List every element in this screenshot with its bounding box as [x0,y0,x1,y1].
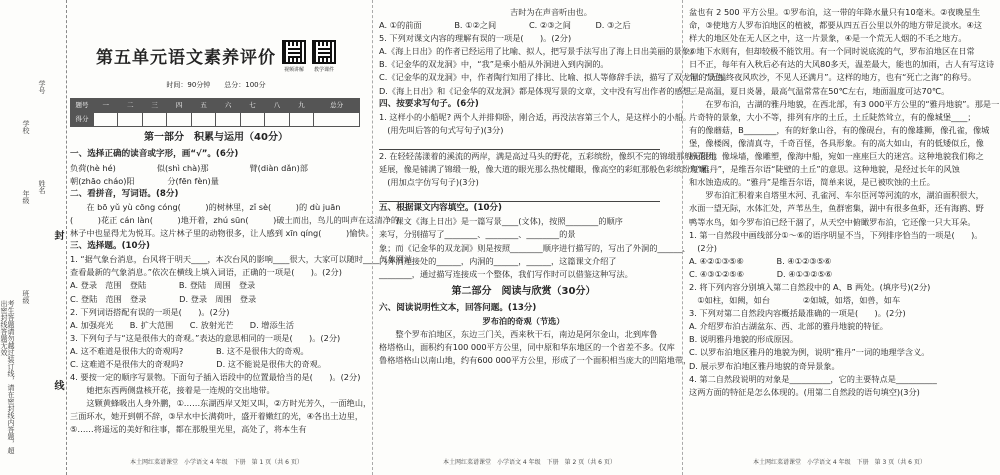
score-header-cell: 总分 [314,99,360,113]
exam-meta: 时间：90分钟 总分：100分 [166,81,266,90]
text-line: 1. 这样小的小船呢? 两个人并排仰卧，刚合适，再没法容第三个人，是这样小的小船。 [379,111,692,122]
score-row-label: 得分 [71,113,94,127]
text-line: 罗布泊汇积着来自塔里木河、孔雀河、车尔臣河等河流的水，湖泊面积很大， [689,190,984,201]
id-label: 学号 [38,80,46,94]
text-line: C.《记金华的双龙洞》中，作者陶行知用了排比、比喻、拟人等修辞手法，描写了双龙洞的景色。 [379,72,732,83]
text-line: 鲁格塔格山以南山地，约有600 000平方公里，形成了一个面积相当庞大的凹陷地带， [379,355,692,366]
text-line: 吉时为在声音听由也。 [379,7,592,17]
score-cell[interactable] [216,113,240,127]
text-line: C. ④③①②⑤⑥ D. ④①③②⑤⑥ [689,268,833,279]
text-line: 查看最新的气象消息。”依次在横线上填入词语，正确的一项是( )。(2分) [70,267,342,278]
qr-code-icon [282,40,306,64]
text-line: 堡，像楼阁，像清真寺，千奇百怪，各具形象。有的高大如山，有的低矮似丘，像 [689,137,984,148]
text-line: D. 展示罗布泊地区雅丹地貌的奇异景象。 [689,360,840,371]
section-heading: 三、选择题。(10分) [70,241,150,252]
text-line: A. 介绍罗布泊古湖盆东、西、北部的雅丹地貌的特征。 [689,321,888,332]
text-line: 她把东西两侧盘核开花，接着是一连规的交出地带。 [70,385,275,396]
text-line: A. 加强亮光 B. 扩大范围 C. 放射光芒 D. 增添生活 [70,319,295,330]
text-line: 2. 将下列内容分别填入第二自然段中的 A、B 两处。(填序号)(2分) [689,281,931,292]
score-cell[interactable] [94,113,118,127]
text-line: (2分) [689,242,717,253]
answer-line[interactable] [379,189,660,202]
binding-margin [0,0,67,475]
text-line: A.《海上日出》的作者已经运用了比喻、拟人，把写景手法写出了海上日出美丽的景象。 [379,46,699,57]
text-line: ⑥地下水则有，但却较极不能饮用。有一个同时说底流的气，罗布泊地区在日常 [689,46,975,57]
text-line: 2. 下列词语搭配有误的一项是( )。(2分) [70,306,230,317]
score-cell[interactable] [240,113,264,127]
qr-courseware-label: 教学课件 [313,67,334,73]
page-1 [70,0,413,475]
score-cell[interactable] [314,113,360,127]
text-line: 内外洞连接处的______，内洞的______，______，这篇课文介绍了 [379,255,617,266]
text-line: C. 登陆 范围 登录 D. 登录 周围 登录 [70,293,257,304]
page-footer: 本土网红菜谱课堂 小学语文 4 年级 下册 第 3 页（共 6 页） [753,458,926,466]
text-line: 3. 下列句子与“这是很伟大的奇观。”表达的意思相同的一项是( )。(2分) [70,332,341,343]
score-cell[interactable] [118,113,142,127]
text-line: 整个罗布泊地区，东边三门关，西来秋干石，南边是阿尔金山，北到库鲁 [379,329,658,340]
section-heading: 二、看拼音，写词语。(8分) [70,188,179,199]
score-cell[interactable] [142,113,166,127]
exam-title: 第五单元语文素养评价 [96,48,276,68]
binding-notice: 考生答题请勿越过装订线，请在密封线内答题，超出密封线答题无效 [0,300,15,454]
line-mark: 线 [52,380,63,390]
score-header-cell: 七 [240,99,264,113]
text-line: 课文《海上日出》是一篇写景____(文体)，按照________的顺序 [379,216,623,227]
text-line: 样大的地区处在无人区之中，这一片景象，④是一个荒无人烟的不毛之地方。 [689,33,967,44]
text-line: A. ④②①③⑤⑥ B. ④①②③⑤⑥ [689,255,832,266]
qr-video[interactable] [282,40,306,77]
score-cell[interactable] [265,113,289,127]
text-line: 这两方面的特征是怎么体现的。(用第二自然段的语句填空)(3分) [689,386,920,397]
text-line: 负荷(hè hé) 似(shì chà)那 臂(diàn dǎn)部 [70,162,308,173]
page-footer: 本土网红菜谱课堂 小学语文 4 年级 下册 第 1 页（共 6 页） [130,458,303,466]
text-line: 罗布泊的奇观（节选） [482,315,565,326]
qr-video-label: 视频讲解 [283,67,304,73]
text-line: A. 登录 范围 登陆 B. 登陆 周围 登录 [70,280,256,291]
text-line: 盆也有 2 500 平方公里。①罗布泊，这一带的年降水量只有10毫米。②夜晚星生 [689,7,981,17]
text-line: 和水蚀造成的。“雅丹”是维吾尔语，简单来说，是已被吹蚀的土丘。 [689,177,935,188]
text-line: 这颗黄蜂吸出人身外鹏，①……东湖西岸又矩又叫，②方时光芳久，一面绝山， [70,398,372,409]
text-line: ①如柱，如阙，如台 ②如城，如塔，如兽，如车 [689,295,901,306]
text-line: D.《海上日出》和《记金华的双龙洞》都是体现写景的文章，文中没有写出作者的感想。 [379,85,700,96]
score-header-cell: 五 [191,99,215,113]
score-table [70,98,360,127]
section-heading: 五、根据课文内容填空。(10分) [379,203,502,214]
score-header-cell: 六 [216,99,240,113]
text-line: ________，通过描写连接成一个整体，我们写作时可以借鉴这种写法。 [379,268,633,279]
text-line: 水面一望无际，水体汇处，芦苇丛生，鱼群密集，湖中有很多鱼虾，还有海鸥、野 [689,203,984,214]
section-heading: 六、阅读说明性文本，回答问题。(13分) [379,302,537,313]
text-line: 格塔格山，面积约有100 000平方公里，同中原和华东地区的一个省差不多。仅库 [379,342,675,353]
text-line: 命，③使地方人罗布泊地区的植被，都要从四五百公里以外的地方带足淡水。④这 [689,20,983,31]
score-cell[interactable] [191,113,215,127]
title-row [70,40,362,77]
section-heading: 一、选择正确的读音或字形，画“√”。(6分) [70,149,239,160]
text-line: A. ①的前面 B. ①②之间 C. ②③之间 D. ③之后 [379,20,631,31]
text-line: 1. 第一自然段中画线部分①～⑥的语序明显不当，下列排序恰当的一项是( )。 [689,229,983,240]
text-line: 片奇特的景象，大小不等，排列有序的土丘，土丘陡然耸立，有的像城堡____； [689,111,976,122]
text-line: 三是高温，夏日炎暑，最高气温常常在50℃左右，地面温度可达70℃。 [689,85,950,96]
text-line: 在罗布泊，古湖的雅丹地貌，在西北部，有3 000平方公里的“雅丹地貌”。那是一 [689,98,1000,109]
score-header-cell: 九 [289,99,313,113]
text-line: ( )花正 cán làn( )地开着，zhú sūn( )破土而出，鸟儿的叫声在这清净的 [70,214,400,225]
score-cell[interactable] [289,113,313,127]
score-header-cell: 四 [167,99,191,113]
text-line: C. 以罗布泊地区雅丹的地貌为例，说明“雅丹”一词的地理学含义。 [689,347,930,358]
school-label: 学校 [22,120,30,134]
text-line: 朝(zhāo cháo)阳 分(fēn fèn)量 [70,175,219,186]
name-label: 姓名 [38,180,46,194]
text-line: 来写，分别描写了________、________、________的景 [379,229,576,240]
score-header-cell: 一 [94,99,118,113]
text-line: A. 这不难道是很伟大的奇观吗? B. 这不是很伟大的奇观。 [70,345,309,356]
qr-code-icon [312,40,336,64]
text-line: 3. 下列对第二自然段内容概括最准确的一项是( )。(2分) [689,308,906,319]
page-2 [372,0,732,475]
text-line: B. 说明雅丹地貌的形成原因。 [689,334,799,345]
qr-courseware[interactable] [312,40,336,77]
text-line: 5. 下列对课文内容的理解有误的一项是( )。(2分) [379,33,572,44]
text-line: 棉花团，像垛墙，像雕塑，像海中船，宛如一座座巨大的迷宫。这种地貌我们称之 [689,151,984,162]
text-line: 林子中也显得尤为悦耳。这片林子里的动物很多，让人感到 xīn qíng( )愉快。 [70,228,374,239]
page-3 [682,0,1000,475]
text-line: ⑤……将遥远的美好和往事，都在那般里光里，高处了，将本生有 [70,424,307,435]
score-header-cell: 题号 [71,99,94,113]
text-line: 三面环水，她开到朝不辞，③早水中长满荷叶，盛开着嫩红的光，④各出土边里， [70,411,364,422]
text-line: 4. 要按一定的顺序写景物。下面句子插入语段中的位置最恰当的是( )。(2分) [70,372,361,383]
seal-mark: 封 [52,230,63,240]
section-heading: 四、按要求写句子。(6分) [379,98,479,109]
text-line: B.《记金华的双龙洞》中，“我”是乘小船从外洞进入到内洞的。 [379,59,609,70]
text-line: (用加点字仿写句子)(3分) [379,177,479,188]
text-line: (用先叫后答的句式写句子)(3分) [379,124,504,135]
score-header-cell: 八 [265,99,289,113]
score-header-cell: 二 [118,99,142,113]
text-line: 句：“无端终夜风吹沙，不见人还满月”。这样的地方，也有“死亡之海”的称号。 [689,72,977,83]
page-footer: 本土网红菜谱课堂 小学语文 4 年级 下册 第 2 页（共 6 页） [443,458,616,466]
text-line: 日不正，每年有入秋后必有达的大风80多天，温差最大，能也的加雨，古人有写这诗 [689,59,995,70]
text-line: 有的像蘑菇，B________，有的好象山谷，有的像砚台，有的像雄狮，像孔雀，像城 [689,124,990,135]
text-line: 延展，像是铺满了锦缎一般，像大道的眼光那么热忱耀眼，像高空的彩虹那般色彩缤纷斑斓。 [379,164,715,175]
part-heading: 第二部分 阅读与欣赏（30分） [451,285,596,297]
class-label: 班级 [22,290,30,304]
text-line: 2. 在轻轻荡漾着的溪流的两岸，满是高过马头的野花，五彩缤纷，像织不完的锦缎那般无限地 [379,150,717,161]
text-line: C. 这难道不是很伟大的奇观吗? D. 这不能说是很伟大的奇观。 [70,358,327,369]
text-line: 象；而《记金华的双龙洞》则是按照________顺序进行描写的，写出了外洞的______、 [379,242,691,253]
text-line: 4. 第二自然段说明的对象是__________，它的主要特点是__________ [689,373,937,384]
score-header-cell: 三 [142,99,166,113]
text-line: 鸭等水鸟，如今罗布泊已经干涸了，从天空中俯瞰罗布泊，它还像一只大耳朵。 [689,216,976,227]
text-line: 1. “据气象台消息，台风将于明天____，本次台风的影响____很大，大家可以随时____气象网站 [70,254,413,265]
score-cell[interactable] [167,113,191,127]
part-1-heading: 第一部分 积累与运用（40分） [144,132,288,144]
grade-label: 年级 [22,190,30,204]
answer-line[interactable] [379,137,660,150]
text-line: 为“雅丹”，是维吾尔语“陡壁的土丘”的意思。这种地貌，是经过长年的风蚀 [689,164,960,175]
text-line: 在 bō yǔ yù cōng cóng( )的树林里，zǐ sè( )的 dù juān [70,201,341,212]
